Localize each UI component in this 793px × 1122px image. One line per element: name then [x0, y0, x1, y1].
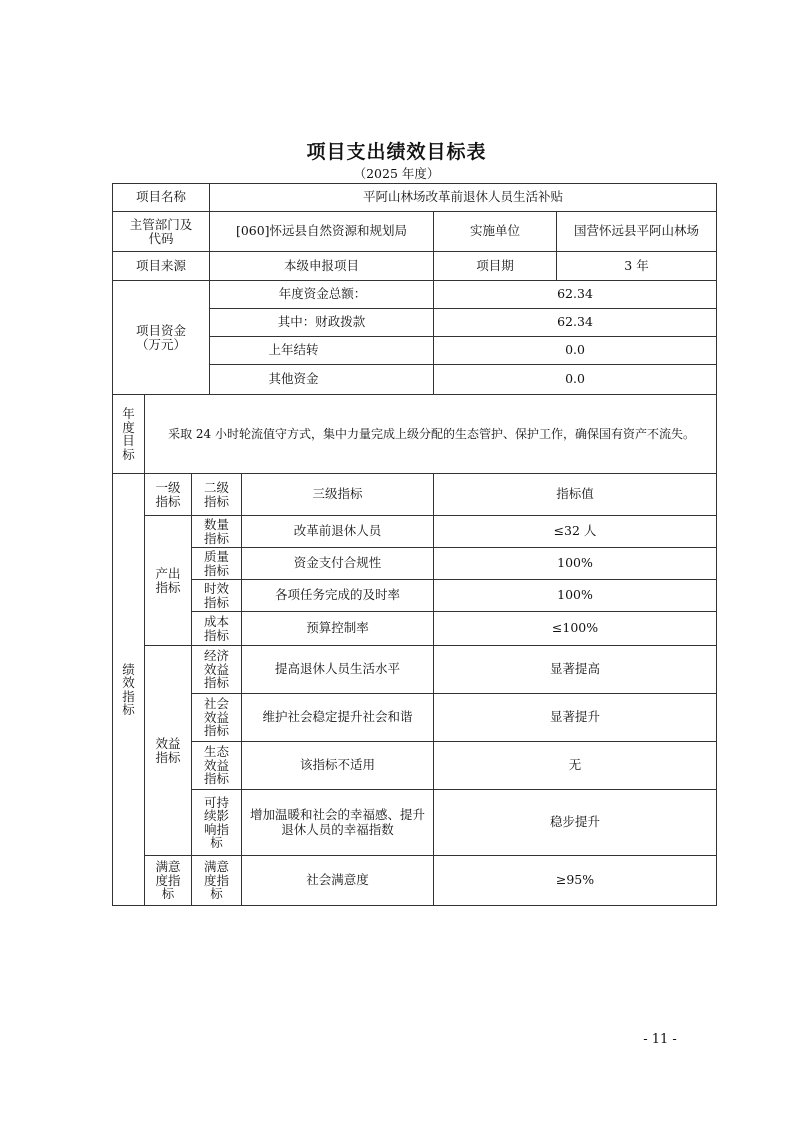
project-period-value: 3 年 — [557, 252, 717, 281]
row-annual-goal — [113, 395, 717, 474]
indicator-row — [113, 790, 717, 856]
value-cell: ≤100% — [434, 612, 717, 646]
level3-cell: 资金支付合规性 — [242, 548, 434, 580]
value-cell: 100% — [434, 580, 717, 612]
page-title: 项目支出绩效目标表 — [306, 141, 487, 163]
level3-cell: 维护社会稳定提升社会和谐 — [242, 694, 434, 742]
value-cell: 稳步提升 — [434, 790, 717, 856]
funds-other-label: 其他资金 — [210, 365, 434, 395]
level2-cell: 可持续影响指标 — [192, 790, 242, 856]
row-funds-total — [113, 281, 717, 309]
value-cell: ≥95% — [434, 856, 717, 906]
indicator-row — [113, 548, 717, 580]
performance-indicators-label: 绩效指标 — [113, 474, 145, 906]
funds-label: 项目资金（万元） — [113, 281, 210, 395]
funds-fiscal-label: 其中：财政拨款 — [210, 309, 434, 337]
level3-cell: 各项任务完成的及时率 — [242, 580, 434, 612]
row-project-name — [113, 184, 717, 212]
project-period-label: 项目期 — [434, 252, 557, 281]
page-number: - 11 - — [643, 1032, 677, 1047]
project-source-value: 本级申报项目 — [210, 252, 434, 281]
value-header: 指标值 — [434, 474, 717, 516]
indicator-row — [113, 856, 717, 906]
funds-other-value: 0.0 — [434, 365, 717, 395]
level3-cell: 该指标不适用 — [242, 742, 434, 790]
level2-cell: 质量指标 — [192, 548, 242, 580]
level3-cell: 社会满意度 — [242, 856, 434, 906]
level2-cell: 经济效益指标 — [192, 646, 242, 694]
row-source — [113, 252, 717, 281]
page-subtitle: （2025 年度） — [353, 166, 440, 181]
value-cell: 无 — [434, 742, 717, 790]
level3-cell: 改革前退休人员 — [242, 516, 434, 548]
benefit-indicators-label: 效益指标 — [145, 646, 192, 856]
indicator-row — [113, 580, 717, 612]
level2-cell: 成本指标 — [192, 612, 242, 646]
row-department — [113, 212, 717, 252]
level3-cell: 增加温暖和社会的幸福感、提升退休人员的幸福指数 — [242, 790, 434, 856]
level2-cell: 生态效益指标 — [192, 742, 242, 790]
indicator-row — [113, 694, 717, 742]
funds-total-label: 年度资金总额： — [210, 281, 434, 309]
department-label: 主管部门及代码 — [113, 212, 210, 252]
level2-header: 二级指标 — [192, 474, 242, 516]
department-value: [060]怀远县自然资源和规划局 — [210, 212, 434, 252]
funds-total-value: 62.34 — [434, 281, 717, 309]
funds-carryover-value: 0.0 — [434, 337, 717, 365]
level2-cell: 社会效益指标 — [192, 694, 242, 742]
implementing-unit-value: 国营怀远县平阿山林场 — [557, 212, 717, 252]
value-cell: ≤32 人 — [434, 516, 717, 548]
value-cell: 显著提高 — [434, 646, 717, 694]
annual-goal-text: 采取 24 小时轮流值守方式，集中力量完成上级分配的生态管护、保护工作，确保国有资产不流失。 — [145, 395, 717, 474]
project-source-label: 项目来源 — [113, 252, 210, 281]
indicator-row — [113, 742, 717, 790]
project-name-label: 项目名称 — [113, 184, 210, 212]
value-cell: 100% — [434, 548, 717, 580]
funds-fiscal-value: 62.34 — [434, 309, 717, 337]
level1-header: 一级指标 — [145, 474, 192, 516]
indicator-row — [113, 516, 717, 548]
performance-table — [112, 183, 717, 906]
indicator-header-row — [113, 474, 717, 516]
funds-carryover-label: 上年结转 — [210, 337, 434, 365]
level3-header: 三级指标 — [242, 474, 434, 516]
satisfaction-indicators-label: 满意度指标 — [145, 856, 192, 906]
implementing-unit-label: 实施单位 — [434, 212, 557, 252]
indicator-row — [113, 646, 717, 694]
level3-cell: 预算控制率 — [242, 612, 434, 646]
level2-cell: 时效指标 — [192, 580, 242, 612]
level2-cell: 满意度指标 — [192, 856, 242, 906]
project-name-value: 平阿山林场改革前退休人员生活补贴 — [210, 184, 717, 212]
level2-cell: 数量指标 — [192, 516, 242, 548]
value-cell: 显著提升 — [434, 694, 717, 742]
annual-goal-label: 年度目标 — [113, 395, 145, 474]
level3-cell: 提高退休人员生活水平 — [242, 646, 434, 694]
output-indicators-label: 产出指标 — [145, 516, 192, 646]
indicator-row — [113, 612, 717, 646]
